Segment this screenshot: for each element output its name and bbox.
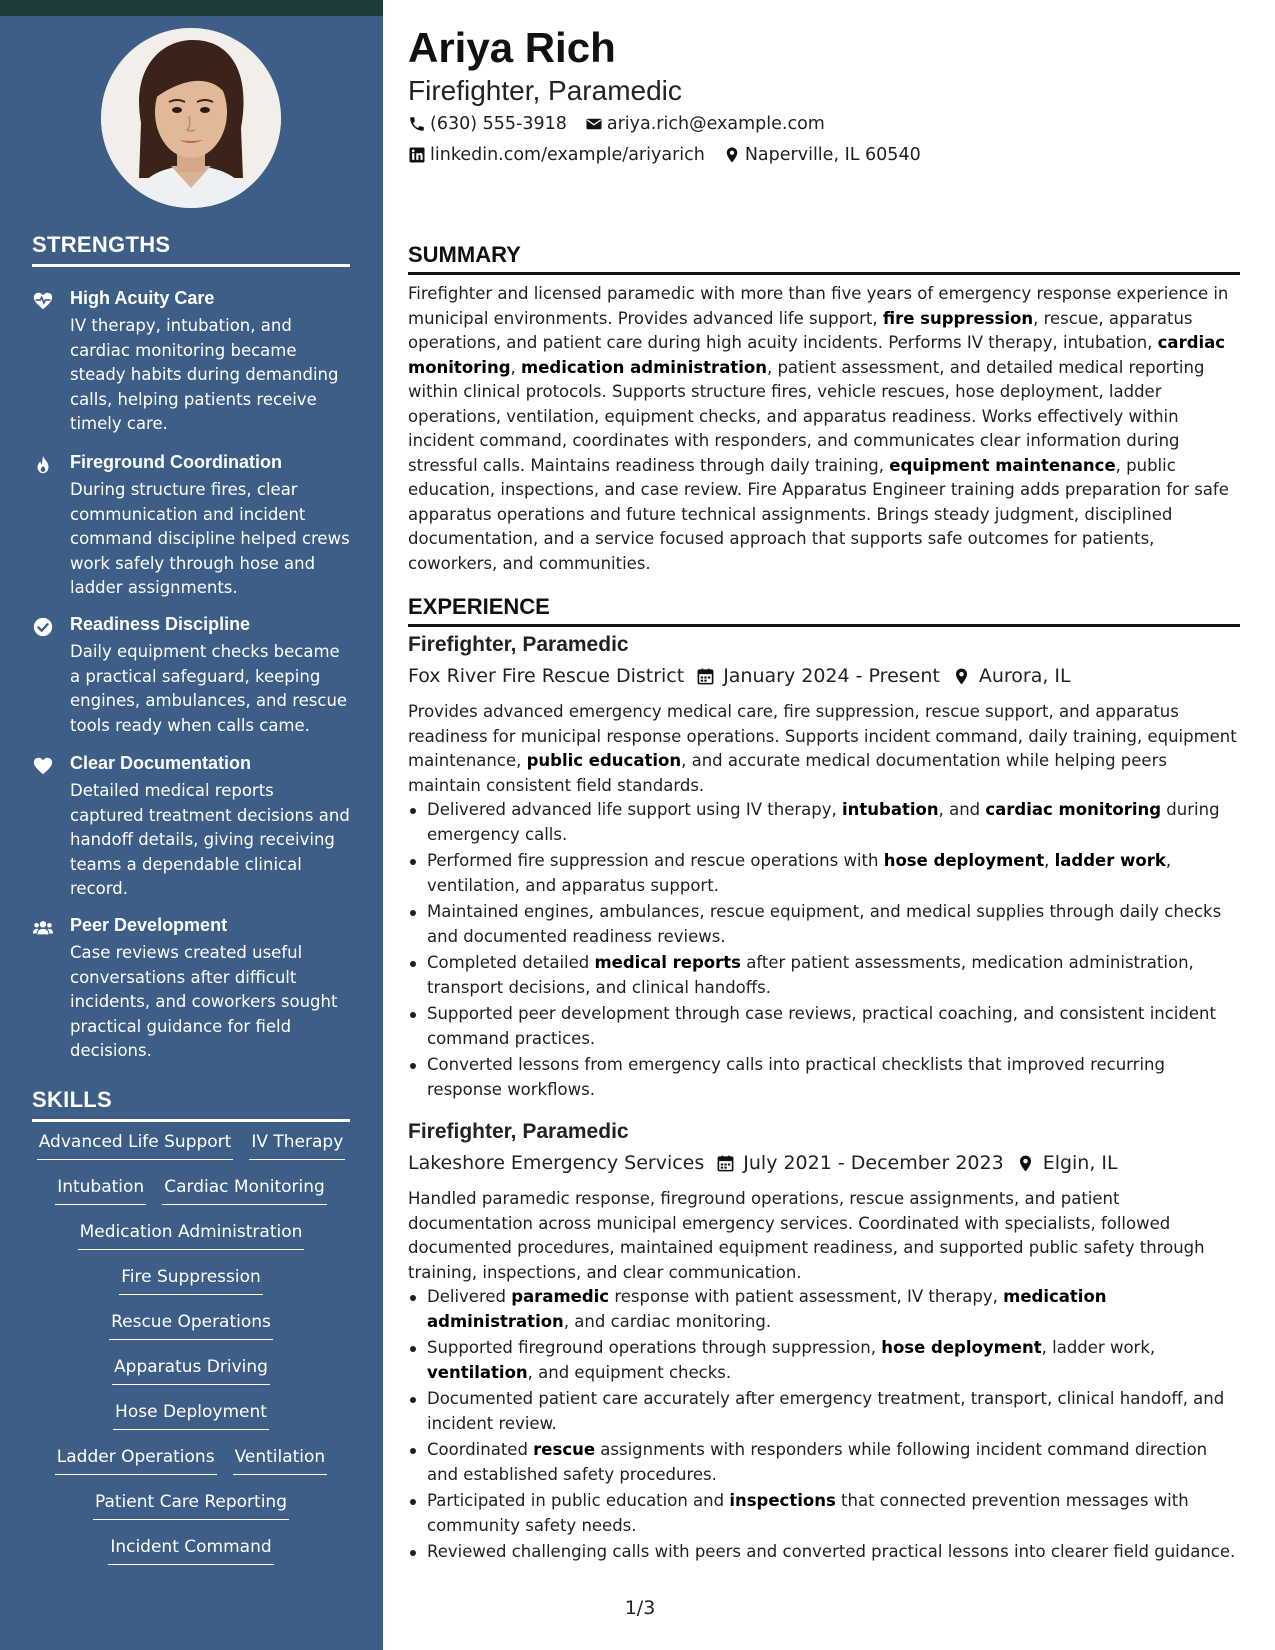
job-description: Provides advanced emergency medical care, fire suppression, rescue support, and apparatus readiness for municipal response operations. Supports incident command, daily training, equipment maintenance, public education, and accurate medical documentation while helping peers maintain consistent field standards. [408,702,1237,795]
skill-row [32,1130,350,1175]
job-title: Firefighter, Paramedic [408,633,629,656]
list-item: Converted lessons from emergency calls into practical checklists that improved recurring response workflows. [408,1053,1240,1102]
skill-tag: Patient Care Reporting [93,1490,289,1520]
strength-text: During structure fires, clear communication and incident command discipline helped crews work safely through hose and ladder assignments. [70,480,350,597]
job-location: Aurora, IL [978,665,1071,687]
experience-heading: EXPERIENCE [408,594,1240,627]
linkedin-icon [408,146,426,164]
list-item: Completed detailed medical reports after patient assessments, medication administration, transport decisions, and clinical handoffs. [408,951,1240,1000]
strength-text: Case reviews created useful conversations after difficult incidents, and coworkers sought practical guidance for field decisions. [70,943,338,1060]
job-description: Handled paramedic response, fireground operations, rescue assignments, and patient documentation across municipal emergency services. Coordinated with specialists, followed documented procedures, maintained equipment readiness, and supported public safety through training, inspections, and clear communication. [408,1189,1205,1282]
skill-row [32,1400,350,1445]
sidebar [0,0,383,1650]
list-item: Documented patient care accurately after emergency treatment, transport, clinical handoff, and incident review. [408,1387,1240,1436]
skill-tag: Ventilation [233,1445,328,1475]
list-item: Reviewed challenging calls with peers and converted practical lessons into clearer field guidance. [408,1540,1240,1565]
skill-tag: Advanced Life Support [37,1130,234,1160]
skill-row [32,1355,350,1400]
strengths-heading: STRENGTHS [32,232,350,267]
contact-line-2 [408,145,921,165]
heartbeat-icon [32,290,54,312]
skill-row [32,1535,350,1580]
avatar [101,28,281,208]
list-item: Coordinated rescue assignments with responders while following incident command direction and established safety procedures. [408,1438,1240,1487]
map-pin-icon [952,667,971,686]
list-item: Delivered advanced life support using IV therapy, intubation, and cardiac monitoring during emergency calls. [408,798,1240,847]
list-item: Performed fire suppression and rescue operations with hose deployment, ladder work, ventilation, and apparatus support. [408,849,1240,898]
contact-line-1 [408,114,825,134]
check-circle-icon [32,616,54,638]
skill-tag: Apparatus Driving [112,1355,270,1385]
strength-title: Clear Documentation [70,753,252,773]
skill-tag: Hose Deployment [113,1400,269,1430]
list-item: Supported fireground operations through suppression, hose deployment, ladder work, ventilation, and equipment checks. [408,1336,1240,1385]
strength-text: Detailed medical reports captured treatment decisions and handoff details, giving receiving teams a dependable clinical record. [70,781,350,898]
skill-tag: IV Therapy [249,1130,345,1160]
map-pin-icon [1016,1154,1035,1173]
list-item: Supported peer development through case reviews, practical coaching, and consistent incident command practices. [408,1002,1240,1051]
skills-list [32,1130,350,1580]
phone-icon [408,115,426,133]
job-dates: January 2024 - Present [723,665,940,687]
summary-heading: SUMMARY [408,242,1240,275]
sidebar-top-bar [0,0,383,16]
list-item: Delivered paramedic response with patient assessment, IV therapy, medication administration, and cardiac monitoring. [408,1285,1240,1334]
calendar-icon [696,667,715,686]
linkedin-link[interactable]: linkedin.com/example/ariyarich [430,145,705,165]
strength-title: Peer Development [70,915,228,935]
job-bullets [408,1285,1240,1567]
skill-row [32,1220,350,1265]
heart-icon [32,755,54,777]
summary-text: Firefighter and licensed paramedic with more than five years of emergency response experience in municipal environments. Provides advanced life support, fire suppression, rescue, apparatus operations, and patient care during high acuity incidents. Performs IV therapy, intubation, cardiac monitoring, medication administration, patient assessment, and detailed medical reporting within clinical protocols. Supports structure fires, vehicle rescues, hose deployment, ladder operations, ventilation, equipment checks, and apparatus readiness. Works effectively within incident command, coordinates with responders, and communicates clear information during stressful calls. Maintains readiness through daily training, equipment maintenance, public education, inspections, and case review. Fire Apparatus Engineer training adds preparation for safe apparatus operations and future technical assignments. Brings steady judgment, disciplined documentation, and a service focused approach that supports safe outcomes for patients, coworkers, and communities. [408,284,1229,573]
skill-tag: Intubation [55,1175,146,1205]
skill-tag: Fire Suppression [119,1265,263,1295]
phone-number[interactable]: (630) 555-3918 [430,114,567,134]
candidate-name: Ariya Rich [408,24,616,71]
skill-row [32,1175,350,1220]
skill-row [32,1445,350,1490]
strength-title: High Acuity Care [70,288,215,308]
skill-row [32,1490,350,1535]
strength-title: Readiness Discipline [70,614,251,634]
map-pin-icon [723,146,741,164]
skills-heading: SKILLS [32,1087,350,1122]
skill-tag: Incident Command [108,1535,273,1565]
job-bullets [408,798,1240,1104]
strength-text: IV therapy, intubation, and cardiac monitoring became steady habits during demanding calls, helping patients receive timely care. [70,316,339,433]
list-item: Maintained engines, ambulances, rescue equipment, and medical supplies through daily checks and documented readiness reviews. [408,900,1240,949]
skill-tag: Medication Administration [78,1220,305,1250]
main-top-bar [383,0,1275,16]
job-meta [408,1152,1118,1174]
skill-row [32,1310,350,1355]
job-employer: Lakeshore Emergency Services [408,1152,705,1174]
page-number: 1/3 [624,1597,656,1619]
strength-title: Fireground Coordination [70,452,282,472]
job-employer: Fox River Fire Rescue District [408,665,685,687]
job-title: Firefighter, Paramedic [408,1120,629,1143]
skill-tag: Ladder Operations [55,1445,217,1475]
strength-text: Daily equipment checks became a practical safeguard, keeping engines, ambulances, and rescue tools ready when calls came. [70,642,348,735]
users-icon [32,917,54,939]
calendar-icon [716,1154,735,1173]
envelope-icon [585,115,603,133]
list-item: Participated in public education and inspections that connected prevention messages with community safety needs. [408,1489,1240,1538]
job-meta [408,665,1071,687]
skill-tag: Rescue Operations [109,1310,273,1340]
skill-row [32,1265,350,1310]
job-dates: July 2021 - December 2023 [743,1152,1004,1174]
flame-icon [32,454,54,476]
candidate-title: Firefighter, Paramedic [408,75,682,106]
skill-tag: Cardiac Monitoring [162,1175,327,1205]
location-text: Naperville, IL 60540 [744,145,921,165]
email-link[interactable]: ariya.rich@example.com [606,114,825,134]
job-location: Elgin, IL [1042,1152,1118,1174]
